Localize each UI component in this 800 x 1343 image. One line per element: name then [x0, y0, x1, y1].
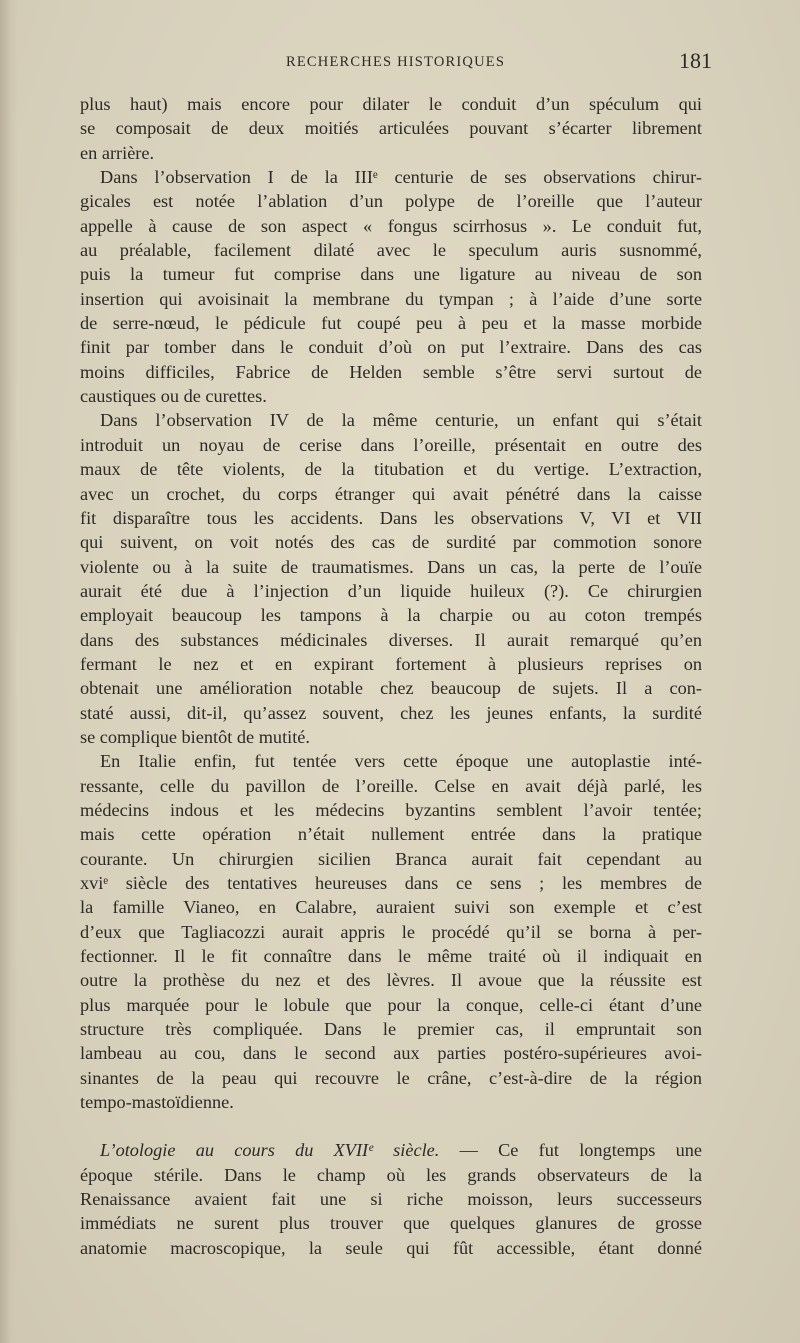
text-line: la famille Vianeo, en Calabre, auraient suivi son exemple et c’est: [80, 897, 702, 918]
text-line: ressante, celle du pavillon de l’oreille. Celse en avait déjà parlé, les: [80, 775, 702, 796]
text-line: Renaissance avaient fait une si riche moisson, leurs successeurs: [80, 1189, 702, 1210]
text-line: moins difficiles, Fabrice de Helden semble s’être servi surtout de: [80, 361, 702, 382]
text-line: maux de tête violents, de la titubation et du vertige. L’extraction,: [80, 459, 702, 480]
text-line: finit par tomber dans le conduit d’où on put l’extraire. Dans des cas: [80, 337, 702, 358]
section-first-line: [80, 1138, 702, 1162]
text-line: outre la prothèse du nez et des lèvres. Il avoue que la réussite est: [80, 970, 702, 991]
text-line: puis la tumeur fut comprise dans une ligature au niveau de son: [80, 264, 702, 285]
text-line: au préalable, facilement dilaté avec le speculum auris susnommé,: [80, 240, 702, 261]
text-line: fectionner. Il le fit connaître dans le même traité où il indiquait en: [80, 946, 702, 967]
text-line: mais cette opération n’était nullement entrée dans la pratique: [80, 824, 702, 845]
text-line: aurait été due à l’injection d’un liquide huileux (?). Ce chirurgien: [80, 580, 702, 601]
text-line: obtenait une amélioration notable chez beaucoup de sujets. Il a con-: [80, 678, 702, 699]
page-header: [80, 48, 712, 78]
text-line: Dans l’observation I de la IIIᵉ centurie de ses observations chirur-: [100, 167, 702, 188]
text-line: se complique bientôt de mutité.: [80, 726, 310, 747]
text-line: introduit un noyau de cerise dans l’oreille, présentait en outre des: [80, 434, 702, 455]
text-line: fermant le nez et en expirant fortement à plusieurs reprises on: [80, 653, 702, 674]
text-line: courante. Un chirurgien sicilien Branca aurait fait cependant au: [80, 848, 702, 869]
text-line: d’eux que Tagliacozzi aurait appris le procédé qu’il se borna à per-: [80, 921, 702, 942]
text-line: plus haut) mais encore pour dilater le conduit d’un spéculum qui: [80, 94, 702, 114]
text-line: de serre-nœud, le pédicule fut coupé peu à peu et la masse morbide: [80, 313, 702, 334]
section-first-line-text: — Ce fut longtemps une: [439, 1140, 702, 1161]
text-line: se composait de deux moitiés articulées pouvant s’écarter librement: [80, 118, 702, 139]
text-line: tempo-mastoïdienne.: [80, 1092, 234, 1113]
page-edge-shadow: [0, 0, 18, 1343]
section-heading: L’otologie au cours du XVIIᵉ siècle.: [100, 1140, 440, 1161]
text-line: gicales est notée l’ablation d’un polype de l’oreille que l’auteur: [80, 191, 702, 212]
section-break: [80, 1114, 702, 1138]
text-line: employait beaucoup les tampons à la charpie ou au coton trempés: [80, 605, 702, 626]
running-head: RECHERCHES HISTORIQUES: [286, 54, 506, 70]
page-number: 181: [679, 48, 712, 73]
text-line: appelle à cause de son aspect « fongus scirrhosus ». Le conduit fut,: [80, 215, 702, 236]
text-line: époque stérile. Dans le champ où les grands observateurs de la: [80, 1164, 702, 1185]
text-line: En Italie enfin, fut tentée vers cette époque une autoplastie inté-: [100, 751, 702, 772]
text-line: structure très compliquée. Dans le premier cas, il empruntait son: [80, 1019, 702, 1040]
text-line: avec un crochet, du corps étranger qui avait pénétré dans la caisse: [80, 483, 702, 504]
text-line: médecins indous et les médecins byzantins semblent l’avoir tentée;: [80, 799, 702, 820]
text-line: qui suivent, on voit notés des cas de surdité par commotion sonore: [80, 532, 702, 553]
text-line: fit disparaître tous les accidents. Dans les observations V, VI et VII: [80, 507, 702, 528]
text-line: caustiques ou de curettes.: [80, 386, 267, 407]
text-line: immédiats ne surent plus trouver que quelques glanures de grosse: [80, 1213, 702, 1234]
text-line: insertion qui avoisinait la membrane du tympan ; à l’aide d’une sorte: [80, 288, 702, 309]
text-line: plus marquée pour le lobule que pour la conque, celle-ci étant d’une: [80, 994, 702, 1015]
text-line: staté aussi, dit-il, qu’assez souvent, chez les jeunes enfants, la surdité: [80, 702, 702, 723]
text-line: dans des substances médicinales diverses. Il aurait remarqué qu’en: [80, 629, 702, 650]
text-line: lambeau au cou, dans le second aux parties postéro-supérieures avoi-: [80, 1043, 702, 1064]
text-line: xviᵉ siècle des tentatives heureuses dans ce sens ; les membres de: [80, 873, 702, 893]
text-line: anatomie macroscopique, la seule qui fût accessible, étant donné: [80, 1237, 702, 1258]
text-line: en arrière.: [80, 142, 155, 163]
text-line: sinantes de la peau qui recouvre le crâne, c’est-à-dire de la région: [80, 1067, 702, 1088]
text-line: Dans l’observation IV de la même centurie, un enfant qui s’était: [100, 410, 702, 431]
body-text: [80, 92, 702, 1260]
text-line: violente ou à la suite de traumatismes. Dans un cas, la perte de l’ouïe: [80, 556, 702, 577]
